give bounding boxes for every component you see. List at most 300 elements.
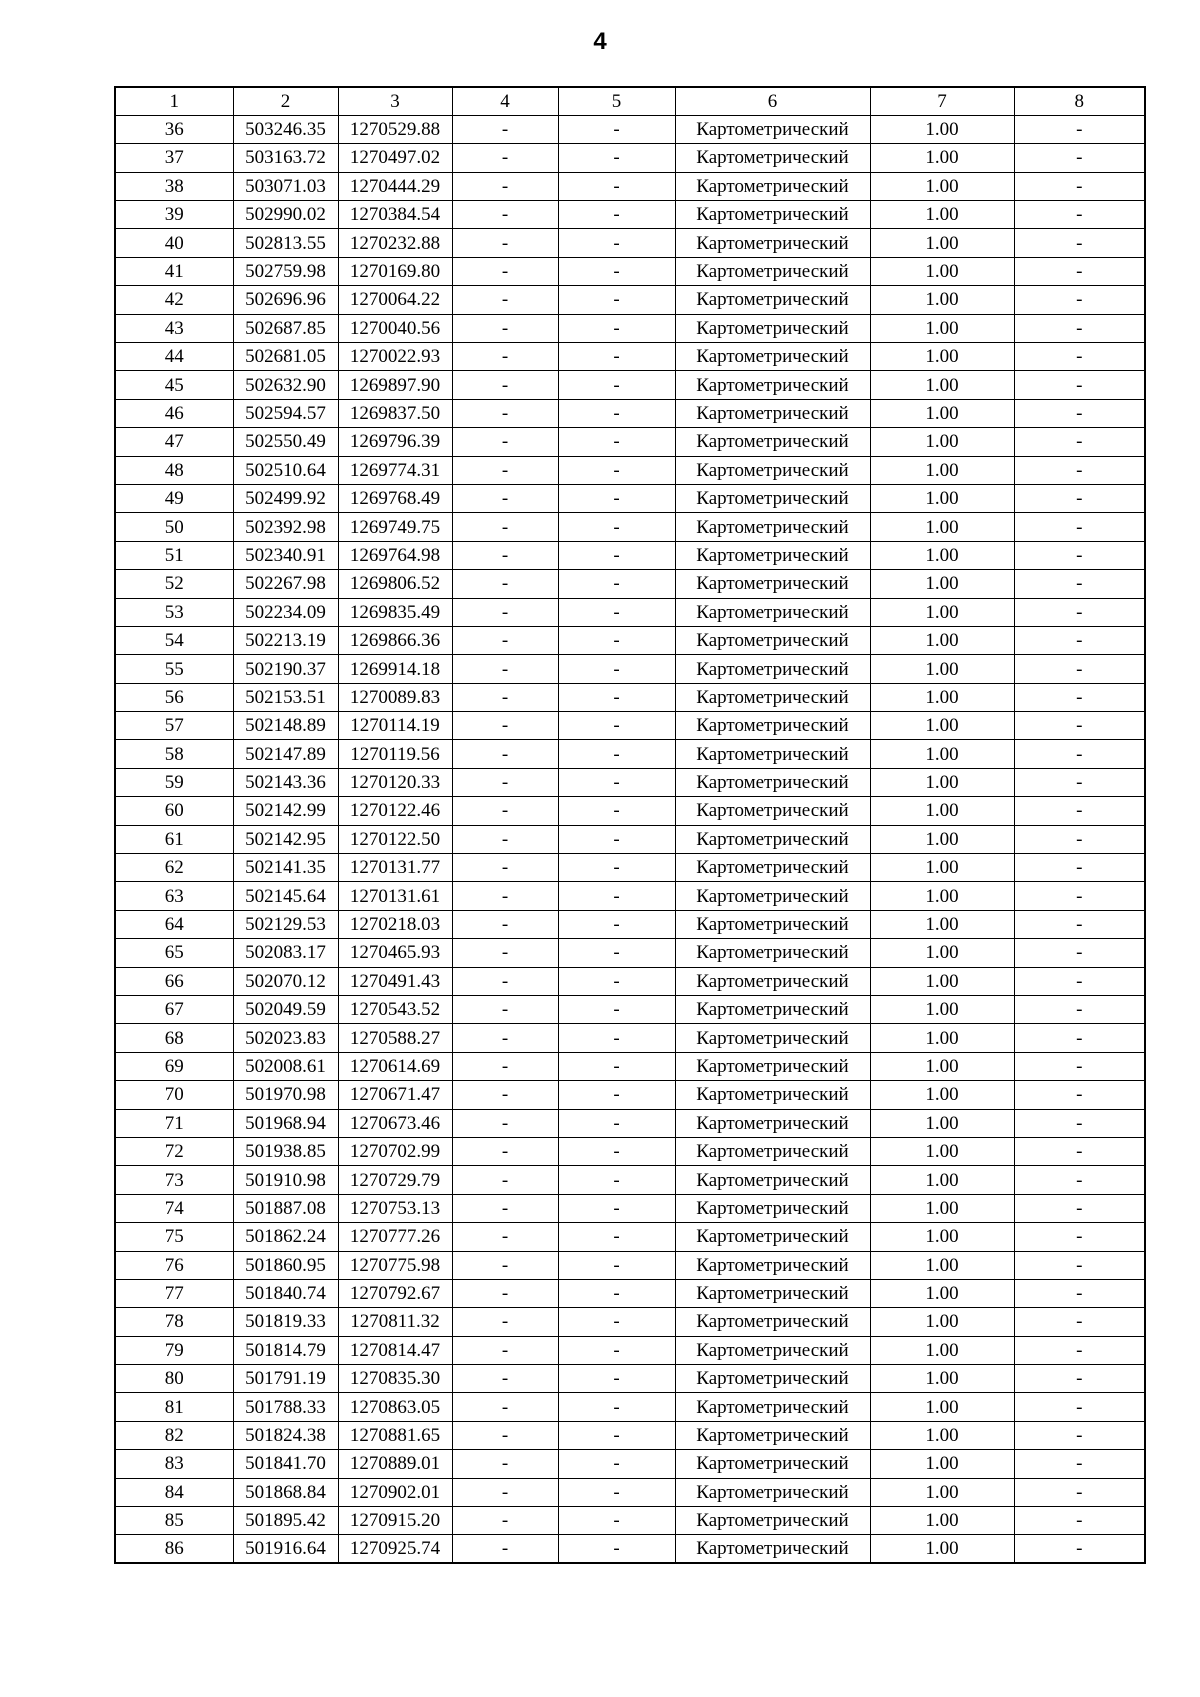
point-number-cell: 71	[115, 1109, 233, 1137]
point-number-cell: 72	[115, 1137, 233, 1165]
x-coordinate-cell: 501916.64	[233, 1535, 338, 1563]
col5-cell: -	[558, 1024, 675, 1052]
col4-cell: -	[452, 1365, 558, 1393]
col4-cell: -	[452, 910, 558, 938]
accuracy-cell: 1.00	[870, 1279, 1014, 1307]
col4-cell: -	[452, 172, 558, 200]
col4-cell: -	[452, 1109, 558, 1137]
col8-cell: -	[1014, 456, 1145, 484]
x-coordinate-cell: 502340.91	[233, 541, 338, 569]
table-row	[115, 201, 1145, 229]
col5-cell: -	[558, 797, 675, 825]
table-row	[115, 1251, 1145, 1279]
method-cell: Картометрический	[675, 428, 870, 456]
table-row	[115, 115, 1145, 143]
col8-cell: -	[1014, 314, 1145, 342]
x-coordinate-cell: 502023.83	[233, 1024, 338, 1052]
point-number-cell: 47	[115, 428, 233, 456]
point-number-cell: 48	[115, 456, 233, 484]
col4-cell: -	[452, 882, 558, 910]
col4-cell: -	[452, 1052, 558, 1080]
col5-cell: -	[558, 882, 675, 910]
point-number-cell: 53	[115, 598, 233, 626]
x-coordinate-cell: 501840.74	[233, 1279, 338, 1307]
point-number-cell: 86	[115, 1535, 233, 1563]
table-row	[115, 1024, 1145, 1052]
method-cell: Картометрический	[675, 1393, 870, 1421]
method-cell: Картометрический	[675, 201, 870, 229]
col5-cell: -	[558, 598, 675, 626]
table-row	[115, 1223, 1145, 1251]
method-cell: Картометрический	[675, 1251, 870, 1279]
col8-cell: -	[1014, 541, 1145, 569]
point-number-cell: 39	[115, 201, 233, 229]
method-cell: Картометрический	[675, 882, 870, 910]
method-cell: Картометрический	[675, 484, 870, 512]
y-coordinate-cell: 1270122.50	[338, 825, 452, 853]
y-coordinate-cell: 1270835.30	[338, 1365, 452, 1393]
col5-cell: -	[558, 1223, 675, 1251]
col8-cell: -	[1014, 598, 1145, 626]
method-cell: Картометрический	[675, 1081, 870, 1109]
table-row	[115, 399, 1145, 427]
col8-cell: -	[1014, 229, 1145, 257]
table-row	[115, 740, 1145, 768]
accuracy-cell: 1.00	[870, 1109, 1014, 1137]
col5-cell: -	[558, 314, 675, 342]
col5-cell: -	[558, 1421, 675, 1449]
point-number-cell: 67	[115, 996, 233, 1024]
method-cell: Картометрический	[675, 1137, 870, 1165]
col5-cell: -	[558, 428, 675, 456]
col4-cell: -	[452, 797, 558, 825]
method-cell: Картометрический	[675, 1223, 870, 1251]
method-cell: Картометрический	[675, 1421, 870, 1449]
col4-cell: -	[452, 1024, 558, 1052]
point-number-cell: 60	[115, 797, 233, 825]
x-coordinate-cell: 502145.64	[233, 882, 338, 910]
table-row	[115, 1081, 1145, 1109]
method-cell: Картометрический	[675, 541, 870, 569]
method-cell: Картометрический	[675, 1336, 870, 1364]
y-coordinate-cell: 1270064.22	[338, 286, 452, 314]
col8-cell: -	[1014, 286, 1145, 314]
col5-cell: -	[558, 910, 675, 938]
col8-cell: -	[1014, 967, 1145, 995]
accuracy-cell: 1.00	[870, 1478, 1014, 1506]
y-coordinate-cell: 1270889.01	[338, 1450, 452, 1478]
col4-cell: -	[452, 626, 558, 654]
header-cell: 5	[558, 87, 675, 115]
col5-cell: -	[558, 1535, 675, 1563]
col5-cell: -	[558, 456, 675, 484]
table-row	[115, 1279, 1145, 1307]
table-row	[115, 854, 1145, 882]
col8-cell: -	[1014, 144, 1145, 172]
method-cell: Картометрический	[675, 1507, 870, 1535]
x-coordinate-cell: 502143.36	[233, 768, 338, 796]
y-coordinate-cell: 1269774.31	[338, 456, 452, 484]
accuracy-cell: 1.00	[870, 456, 1014, 484]
y-coordinate-cell: 1270022.93	[338, 343, 452, 371]
y-coordinate-cell: 1270089.83	[338, 683, 452, 711]
col4-cell: -	[452, 286, 558, 314]
col5-cell: -	[558, 683, 675, 711]
point-number-cell: 63	[115, 882, 233, 910]
method-cell: Картометрический	[675, 598, 870, 626]
point-number-cell: 78	[115, 1308, 233, 1336]
y-coordinate-cell: 1270729.79	[338, 1166, 452, 1194]
x-coordinate-cell: 502759.98	[233, 257, 338, 285]
accuracy-cell: 1.00	[870, 1308, 1014, 1336]
table-row	[115, 286, 1145, 314]
col5-cell: -	[558, 144, 675, 172]
col5-cell: -	[558, 371, 675, 399]
table-row	[115, 172, 1145, 200]
accuracy-cell: 1.00	[870, 513, 1014, 541]
col5-cell: -	[558, 740, 675, 768]
header-cell: 6	[675, 87, 870, 115]
table-row	[115, 1507, 1145, 1535]
accuracy-cell: 1.00	[870, 1336, 1014, 1364]
x-coordinate-cell: 502499.92	[233, 484, 338, 512]
page-number: 4	[593, 28, 607, 55]
col8-cell: -	[1014, 115, 1145, 143]
x-coordinate-cell: 501968.94	[233, 1109, 338, 1137]
point-number-cell: 73	[115, 1166, 233, 1194]
table-row	[115, 484, 1145, 512]
y-coordinate-cell: 1270775.98	[338, 1251, 452, 1279]
col8-cell: -	[1014, 1137, 1145, 1165]
point-number-cell: 38	[115, 172, 233, 200]
table-row	[115, 683, 1145, 711]
x-coordinate-cell: 502141.35	[233, 854, 338, 882]
y-coordinate-cell: 1270218.03	[338, 910, 452, 938]
col8-cell: -	[1014, 172, 1145, 200]
method-cell: Картометрический	[675, 1166, 870, 1194]
col4-cell: -	[452, 343, 558, 371]
point-number-cell: 66	[115, 967, 233, 995]
col8-cell: -	[1014, 882, 1145, 910]
accuracy-cell: 1.00	[870, 683, 1014, 711]
accuracy-cell: 1.00	[870, 740, 1014, 768]
y-coordinate-cell: 1269749.75	[338, 513, 452, 541]
x-coordinate-cell: 501791.19	[233, 1365, 338, 1393]
method-cell: Картометрический	[675, 740, 870, 768]
y-coordinate-cell: 1270588.27	[338, 1024, 452, 1052]
x-coordinate-cell: 501938.85	[233, 1137, 338, 1165]
col4-cell: -	[452, 513, 558, 541]
y-coordinate-cell: 1270673.46	[338, 1109, 452, 1137]
method-cell: Картометрический	[675, 343, 870, 371]
x-coordinate-cell: 502153.51	[233, 683, 338, 711]
accuracy-cell: 1.00	[870, 1024, 1014, 1052]
col5-cell: -	[558, 1052, 675, 1080]
point-number-cell: 61	[115, 825, 233, 853]
col5-cell: -	[558, 712, 675, 740]
point-number-cell: 51	[115, 541, 233, 569]
method-cell: Картометрический	[675, 683, 870, 711]
col5-cell: -	[558, 1109, 675, 1137]
col5-cell: -	[558, 343, 675, 371]
x-coordinate-cell: 502990.02	[233, 201, 338, 229]
accuracy-cell: 1.00	[870, 286, 1014, 314]
point-number-cell: 55	[115, 655, 233, 683]
point-number-cell: 84	[115, 1478, 233, 1506]
x-coordinate-cell: 502687.85	[233, 314, 338, 342]
x-coordinate-cell: 502696.96	[233, 286, 338, 314]
col5-cell: -	[558, 626, 675, 654]
col4-cell: -	[452, 939, 558, 967]
method-cell: Картометрический	[675, 399, 870, 427]
accuracy-cell: 1.00	[870, 967, 1014, 995]
col8-cell: -	[1014, 1109, 1145, 1137]
accuracy-cell: 1.00	[870, 115, 1014, 143]
method-cell: Картометрический	[675, 854, 870, 882]
table-row	[115, 712, 1145, 740]
x-coordinate-cell: 502267.98	[233, 570, 338, 598]
accuracy-cell: 1.00	[870, 314, 1014, 342]
accuracy-cell: 1.00	[870, 1251, 1014, 1279]
col5-cell: -	[558, 1365, 675, 1393]
y-coordinate-cell: 1269837.50	[338, 399, 452, 427]
accuracy-cell: 1.00	[870, 1507, 1014, 1535]
col5-cell: -	[558, 1336, 675, 1364]
method-cell: Картометрический	[675, 797, 870, 825]
accuracy-cell: 1.00	[870, 229, 1014, 257]
col4-cell: -	[452, 1194, 558, 1222]
col8-cell: -	[1014, 257, 1145, 285]
col5-cell: -	[558, 286, 675, 314]
y-coordinate-cell: 1270614.69	[338, 1052, 452, 1080]
method-cell: Картометрический	[675, 1365, 870, 1393]
col4-cell: -	[452, 825, 558, 853]
col5-cell: -	[558, 201, 675, 229]
col8-cell: -	[1014, 428, 1145, 456]
method-cell: Картометрический	[675, 712, 870, 740]
accuracy-cell: 1.00	[870, 768, 1014, 796]
col8-cell: -	[1014, 1478, 1145, 1506]
col4-cell: -	[452, 1223, 558, 1251]
table-row	[115, 428, 1145, 456]
accuracy-cell: 1.00	[870, 399, 1014, 427]
table-row	[115, 1109, 1145, 1137]
y-coordinate-cell: 1269796.39	[338, 428, 452, 456]
point-number-cell: 79	[115, 1336, 233, 1364]
col8-cell: -	[1014, 371, 1145, 399]
point-number-cell: 82	[115, 1421, 233, 1449]
col5-cell: -	[558, 967, 675, 995]
table-row	[115, 1450, 1145, 1478]
x-coordinate-cell: 502510.64	[233, 456, 338, 484]
header-cell: 8	[1014, 87, 1145, 115]
col8-cell: -	[1014, 740, 1145, 768]
table-row	[115, 570, 1145, 598]
header-cell: 7	[870, 87, 1014, 115]
col4-cell: -	[452, 1279, 558, 1307]
x-coordinate-cell: 502681.05	[233, 343, 338, 371]
y-coordinate-cell: 1269866.36	[338, 626, 452, 654]
point-number-cell: 64	[115, 910, 233, 938]
point-number-cell: 75	[115, 1223, 233, 1251]
col4-cell: -	[452, 598, 558, 626]
accuracy-cell: 1.00	[870, 1223, 1014, 1251]
x-coordinate-cell: 501819.33	[233, 1308, 338, 1336]
x-coordinate-cell: 501862.24	[233, 1223, 338, 1251]
method-cell: Картометрический	[675, 1109, 870, 1137]
col5-cell: -	[558, 541, 675, 569]
accuracy-cell: 1.00	[870, 1166, 1014, 1194]
method-cell: Картометрический	[675, 456, 870, 484]
col8-cell: -	[1014, 910, 1145, 938]
table-row	[115, 1166, 1145, 1194]
table-row	[115, 797, 1145, 825]
col8-cell: -	[1014, 1450, 1145, 1478]
col4-cell: -	[452, 1507, 558, 1535]
col8-cell: -	[1014, 797, 1145, 825]
x-coordinate-cell: 502190.37	[233, 655, 338, 683]
x-coordinate-cell: 502129.53	[233, 910, 338, 938]
col4-cell: -	[452, 144, 558, 172]
col8-cell: -	[1014, 655, 1145, 683]
method-cell: Картометрический	[675, 1308, 870, 1336]
method-cell: Картометрический	[675, 1279, 870, 1307]
y-coordinate-cell: 1270902.01	[338, 1478, 452, 1506]
y-coordinate-cell: 1270671.47	[338, 1081, 452, 1109]
col5-cell: -	[558, 399, 675, 427]
x-coordinate-cell: 502632.90	[233, 371, 338, 399]
accuracy-cell: 1.00	[870, 257, 1014, 285]
col4-cell: -	[452, 1137, 558, 1165]
y-coordinate-cell: 1270925.74	[338, 1535, 452, 1563]
col4-cell: -	[452, 115, 558, 143]
col4-cell: -	[452, 428, 558, 456]
col8-cell: -	[1014, 683, 1145, 711]
table-row	[115, 882, 1145, 910]
x-coordinate-cell: 502813.55	[233, 229, 338, 257]
y-coordinate-cell: 1270122.46	[338, 797, 452, 825]
table-row	[115, 541, 1145, 569]
y-coordinate-cell: 1270384.54	[338, 201, 452, 229]
y-coordinate-cell: 1270491.43	[338, 967, 452, 995]
x-coordinate-cell: 502147.89	[233, 740, 338, 768]
method-cell: Картометрический	[675, 1024, 870, 1052]
y-coordinate-cell: 1270131.61	[338, 882, 452, 910]
col8-cell: -	[1014, 1166, 1145, 1194]
accuracy-cell: 1.00	[870, 825, 1014, 853]
table-row	[115, 257, 1145, 285]
y-coordinate-cell: 1270543.52	[338, 996, 452, 1024]
x-coordinate-cell: 502594.57	[233, 399, 338, 427]
col5-cell: -	[558, 172, 675, 200]
col4-cell: -	[452, 229, 558, 257]
accuracy-cell: 1.00	[870, 1081, 1014, 1109]
col4-cell: -	[452, 371, 558, 399]
x-coordinate-cell: 501910.98	[233, 1166, 338, 1194]
header-cell: 4	[452, 87, 558, 115]
table-row	[115, 768, 1145, 796]
col8-cell: -	[1014, 1421, 1145, 1449]
accuracy-cell: 1.00	[870, 541, 1014, 569]
x-coordinate-cell: 502008.61	[233, 1052, 338, 1080]
col8-cell: -	[1014, 1308, 1145, 1336]
x-coordinate-cell: 501788.33	[233, 1393, 338, 1421]
y-coordinate-cell: 1270753.13	[338, 1194, 452, 1222]
y-coordinate-cell: 1270119.56	[338, 740, 452, 768]
accuracy-cell: 1.00	[870, 1421, 1014, 1449]
col4-cell: -	[452, 541, 558, 569]
point-number-cell: 80	[115, 1365, 233, 1393]
col8-cell: -	[1014, 996, 1145, 1024]
y-coordinate-cell: 1270863.05	[338, 1393, 452, 1421]
table-row	[115, 1194, 1145, 1222]
col5-cell: -	[558, 1478, 675, 1506]
point-number-cell: 74	[115, 1194, 233, 1222]
col5-cell: -	[558, 1308, 675, 1336]
accuracy-cell: 1.00	[870, 1137, 1014, 1165]
x-coordinate-cell: 502148.89	[233, 712, 338, 740]
accuracy-cell: 1.00	[870, 1535, 1014, 1563]
method-cell: Картометрический	[675, 825, 870, 853]
col4-cell: -	[452, 1393, 558, 1421]
col5-cell: -	[558, 115, 675, 143]
col8-cell: -	[1014, 1052, 1145, 1080]
table-row	[115, 1478, 1145, 1506]
table-row	[115, 655, 1145, 683]
point-number-cell: 58	[115, 740, 233, 768]
header-cell: 2	[233, 87, 338, 115]
table-row	[115, 371, 1145, 399]
col5-cell: -	[558, 1279, 675, 1307]
x-coordinate-cell: 501860.95	[233, 1251, 338, 1279]
table-row	[115, 513, 1145, 541]
x-coordinate-cell: 501814.79	[233, 1336, 338, 1364]
method-cell: Картометрический	[675, 1194, 870, 1222]
col4-cell: -	[452, 484, 558, 512]
col8-cell: -	[1014, 1393, 1145, 1421]
point-number-cell: 76	[115, 1251, 233, 1279]
col4-cell: -	[452, 967, 558, 995]
accuracy-cell: 1.00	[870, 1393, 1014, 1421]
x-coordinate-cell: 501970.98	[233, 1081, 338, 1109]
x-coordinate-cell: 501868.84	[233, 1478, 338, 1506]
y-coordinate-cell: 1269806.52	[338, 570, 452, 598]
method-cell: Картометрический	[675, 257, 870, 285]
col4-cell: -	[452, 399, 558, 427]
method-cell: Картометрический	[675, 115, 870, 143]
col4-cell: -	[452, 1450, 558, 1478]
point-number-cell: 62	[115, 854, 233, 882]
col4-cell: -	[452, 854, 558, 882]
y-coordinate-cell: 1270444.29	[338, 172, 452, 200]
point-number-cell: 36	[115, 115, 233, 143]
table-row	[115, 314, 1145, 342]
point-number-cell: 43	[115, 314, 233, 342]
col4-cell: -	[452, 1081, 558, 1109]
table-row	[115, 626, 1145, 654]
point-number-cell: 77	[115, 1279, 233, 1307]
accuracy-cell: 1.00	[870, 996, 1014, 1024]
col5-cell: -	[558, 1507, 675, 1535]
y-coordinate-cell: 1270131.77	[338, 854, 452, 882]
col8-cell: -	[1014, 201, 1145, 229]
y-coordinate-cell: 1270811.32	[338, 1308, 452, 1336]
point-number-cell: 52	[115, 570, 233, 598]
table-row	[115, 343, 1145, 371]
x-coordinate-cell: 503246.35	[233, 115, 338, 143]
method-cell: Картометрический	[675, 626, 870, 654]
col5-cell: -	[558, 1137, 675, 1165]
